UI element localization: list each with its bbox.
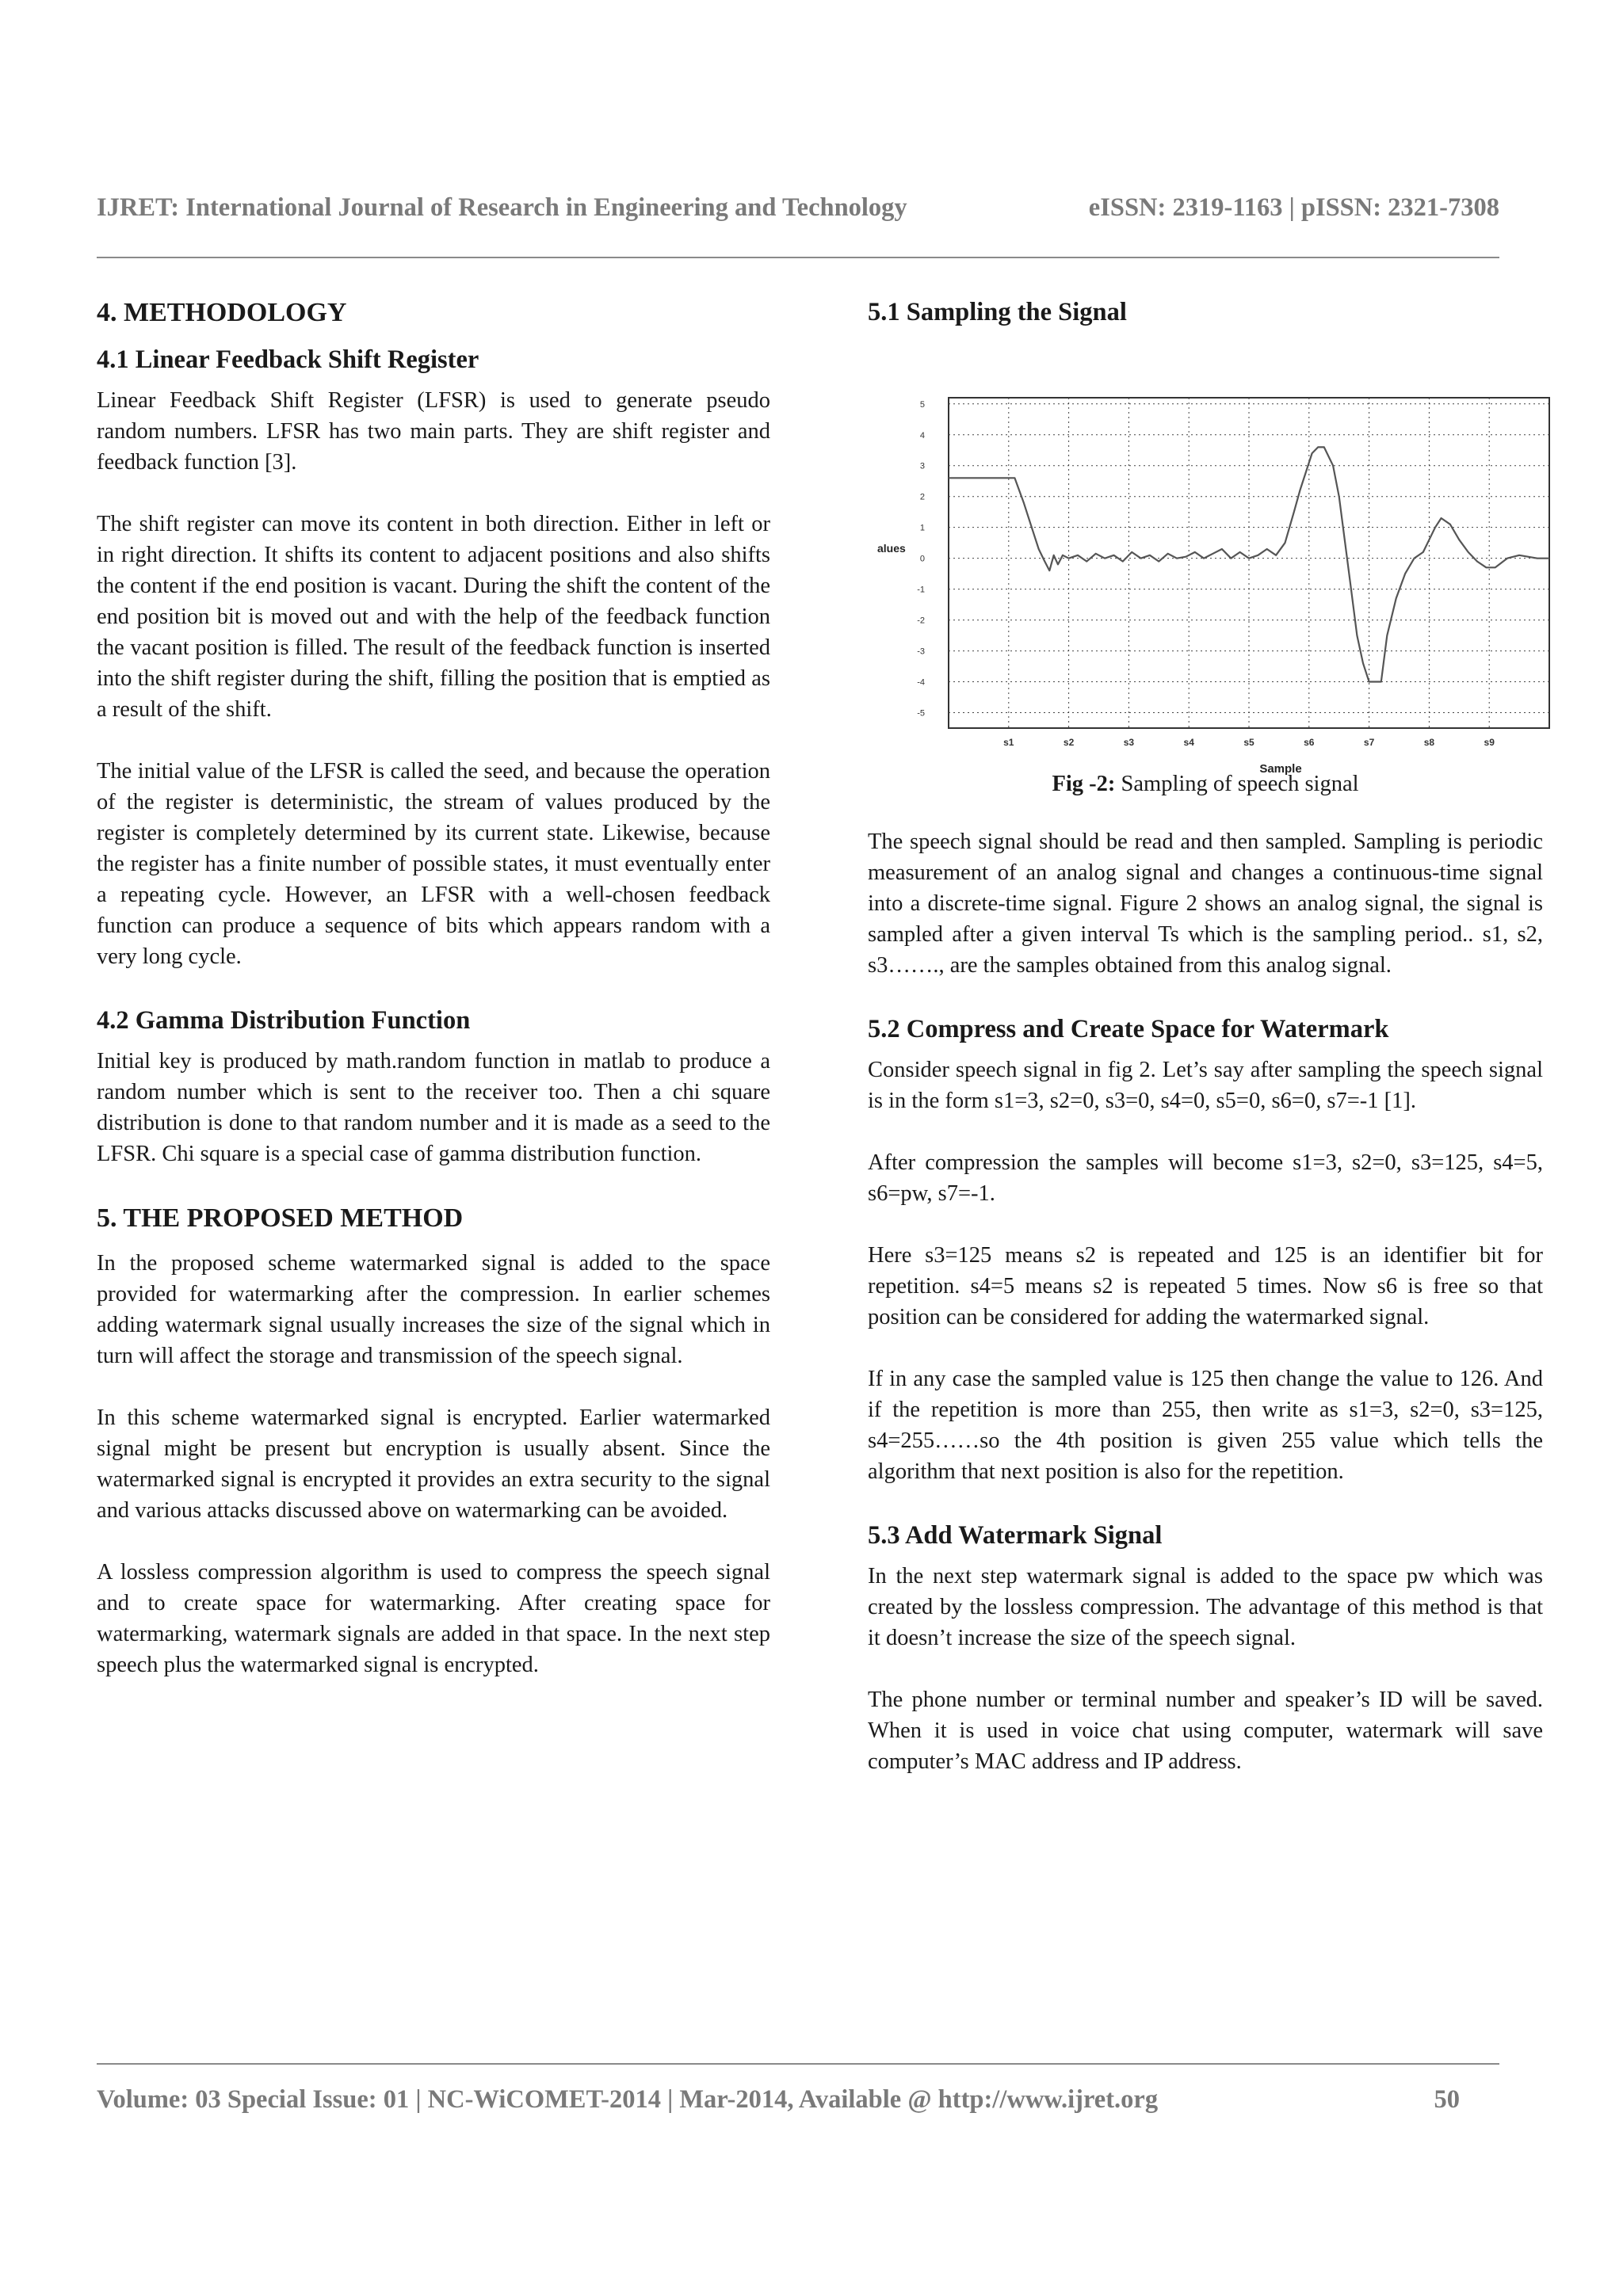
figure-caption-text: Sampling of speech signal <box>1115 772 1359 796</box>
x-tick-label: s2 <box>1063 737 1075 748</box>
section-4-2-heading: 4.2 Gamma Distribution Function <box>97 1006 471 1035</box>
paragraph: In the proposed scheme watermarked signal is added to the space provided for watermarking after the compression. In earlier schemes adding watermark signal usually increases the size of the signal which in turn will affect the storage and transmission of the speech signal. <box>97 1251 770 1368</box>
paragraph: In this scheme watermarked signal is encrypted. Earlier watermarked signal might be present but encryption is usually absent. Since the watermarked signal is encrypted it provides an extra security to the signal and various attacks discussed above on watermarking can be avoided. <box>97 1405 770 1523</box>
y-tick-label: -5 <box>917 708 925 719</box>
issn: eISSN: 2319-1163 | pISSN: 2321-7308 <box>1088 193 1499 222</box>
section-5-2-heading: 5.2 Compress and Create Space for Watermark <box>868 1015 1389 1043</box>
paragraph: The speech signal should be read and then sampled. Sampling is periodic measurement of an analog signal and changes a continuous-time signal into a discrete-time signal. Figure 2 shows an analog signal, the signal is sampled after a given interval Ts which is the sampling period.. s1, s2, s3……., are the samples obtained from this analog signal. <box>868 830 1543 978</box>
paragraph: If in any case the sampled value is 125 then change the value to 126. And if the repetition is more than 255, then write as s1=3, s2=0, s3=125, s4=255……so the 4th position is given 255 value which tells the algorithm that next position is also for the repetition. <box>868 1367 1543 1484</box>
volume-info: Volume: 03 Special Issue: 01 | NC-WiCOMET-2014 | Mar-2014, Available @ http://www.ijret.org <box>97 2085 1159 2114</box>
section-4-heading: 4. METHODOLOGY <box>97 298 347 327</box>
x-tick-label: s6 <box>1304 737 1315 748</box>
paragraph: In the next step watermark signal is added to the space pw which was created by the lossless compression. The advantage of this method is that it doesn’t increase the size of the speech signal. <box>868 1564 1543 1650</box>
running-header <box>97 193 1499 223</box>
sampling-chart <box>868 338 1543 776</box>
y-tick-label: 0 <box>919 554 925 564</box>
paragraph: Linear Feedback Shift Register (LFSR) is used to generate pseudo random numbers. LFSR has two main parts. They are shift register and feedback function [3]. <box>97 388 770 475</box>
paragraph: The phone number or terminal number and speaker’s ID will be saved. When it is used in voice chat using computer, watermark will save computer’s MAC address and IP address. <box>868 1688 1543 1774</box>
running-footer <box>97 2085 1460 2115</box>
page-number: 50 <box>1434 2085 1460 2114</box>
x-tick-label: s9 <box>1484 737 1495 748</box>
x-tick-label: s3 <box>1123 737 1135 748</box>
x-axis-label: Sample <box>1259 762 1302 776</box>
figure-label: Fig -2: <box>1052 772 1116 796</box>
section-5-3-heading: 5.3 Add Watermark Signal <box>868 1521 1163 1550</box>
paragraph: Consider speech signal in fig 2. Let’s say after sampling the speech signal is in the form s1=3, s2=0, s3=0, s4=0, s5=0, s6=0, s7=-1 [1]. <box>868 1058 1543 1113</box>
journal-title: IJRET: International Journal of Research in Engineering and Technology <box>97 193 907 222</box>
right-column <box>868 295 1543 1808</box>
paragraph: A lossless compression algorithm is used to compress the speech signal and to create space for watermarking. After creating space for watermarking, watermark signals are added in that space. In the next step speech plus the watermarked signal is encrypted. <box>97 1560 770 1677</box>
x-tick-label: s7 <box>1363 737 1375 748</box>
paragraph: The shift register can move its content in both direction. Either in left or in right direction. It shifts its content to adjacent positions and also shifts the content if the end position is vacant. During the shift the content of the end position bit is moved out and with the help of the feedback function the vacant position is filled. The result of the feedback function is inserted into the shift register during the shift, filling the position that is emptied as a result of the shift. <box>97 512 770 722</box>
x-tick-label: s4 <box>1183 737 1194 748</box>
left-column <box>97 295 770 1711</box>
header-rule <box>97 257 1499 258</box>
y-tick-label: 4 <box>919 430 925 441</box>
x-tick-label: s5 <box>1243 737 1254 748</box>
y-tick-label: -2 <box>917 616 925 626</box>
paragraph: The initial value of the LFSR is called the seed, and because the operation of the register is deterministic, the stream of values produced by the register is completely determined by its current state. Likewise, because the register has a finite number of possible states, it must eventually enter a repeating cycle. However, an LFSR with a well-chosen feedback function can produce a sequence of bits which appears random with a very long cycle. <box>97 759 770 969</box>
paragraph: Initial key is produced by math.random function in matlab to produce a random number which is sent to the receiver too. Then a chi square distribution is done to that random number and it is made as a seed to the LFSR. Chi square is a special case of gamma distribution function. <box>97 1049 770 1166</box>
y-tick-label: -3 <box>917 646 925 657</box>
section-4-1-heading: 4.1 Linear Feedback Shift Register <box>97 345 479 374</box>
paragraph: After compression the samples will become s1=3, s2=0, s3=125, s4=5, s6=pw, s7=-1. <box>868 1150 1543 1206</box>
y-tick-label: 5 <box>919 399 925 410</box>
figure-caption <box>868 769 1543 799</box>
y-tick-label: -1 <box>917 585 925 595</box>
x-tick-label: s8 <box>1423 737 1435 748</box>
y-tick-label: 1 <box>919 523 925 533</box>
section-5-1-heading: 5.1 Sampling the Signal <box>868 298 1127 326</box>
x-tick-label: s1 <box>1003 737 1014 748</box>
y-tick-label: 3 <box>919 461 925 471</box>
y-tick-label: -4 <box>917 677 925 688</box>
paragraph: Here s3=125 means s2 is repeated and 125 is an identifier bit for repetition. s4=5 means s2 is repeated 5 times. Now s6 is free so that position can be considered for adding the watermarked signal. <box>868 1243 1543 1329</box>
y-tick-label: 2 <box>919 492 925 502</box>
section-5-heading: 5. THE PROPOSED METHOD <box>97 1203 464 1233</box>
y-axis-label: alues <box>877 541 906 555</box>
footer-rule <box>97 2063 1499 2065</box>
